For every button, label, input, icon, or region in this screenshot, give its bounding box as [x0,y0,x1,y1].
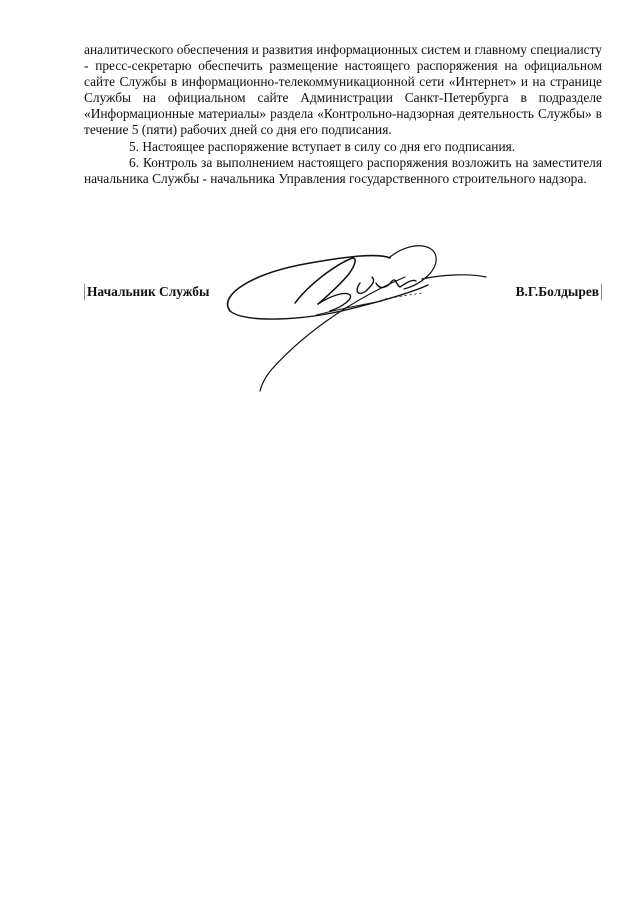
handwritten-signature [200,225,500,400]
paragraph-4-continued: аналитического обеспечения и развития информационных систем и главному специалисту - пресс-секретарю обеспечить размещение настоящего распоряжения на официальном сайте Службы в информационно-телекоммуникационной сети «Интернет» и на странице Службы на официальном сайте Администрации Санкт-Петербурга в подразделе «Информационные материалы» раздела «Контрольно-надзорная деятельность Службы» в течение 5 (пяти) рабочих дней со дня его подписания. [84,42,602,138]
signature-block [84,284,602,304]
document-body [84,42,602,187]
paragraph-6: 6. Контроль за выполнением настоящего распоряжения возложить на заместителя начальника Службы - начальника Управления государственного строительного надзора. [84,154,602,186]
signer-title: Начальник Службы [84,284,209,300]
signer-name: В.Г.Болдырев [516,284,602,300]
paragraph-5: 5. Настоящее распоряжение вступает в силу со дня его подписания. [129,138,516,154]
